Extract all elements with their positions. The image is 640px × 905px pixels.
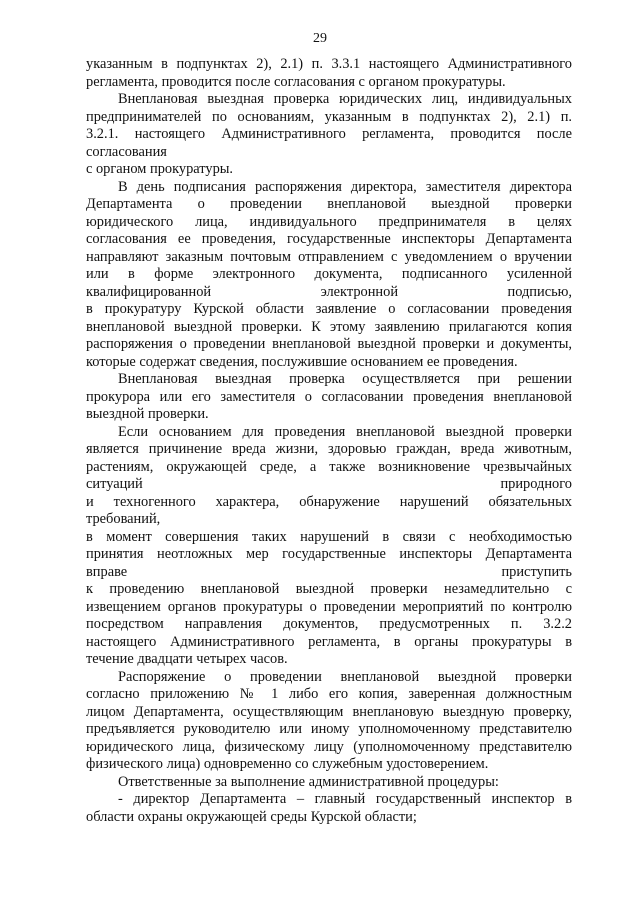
text-line: требований, <box>86 511 161 527</box>
text-line: извещением органов прокуратуры о проведении мероприятий по контролю <box>86 598 572 615</box>
text-line: распоряжения о проведении внеплановой выездной проверки и документы, <box>86 336 572 352</box>
text-line: согласно приложению № 1 либо его копия, заверенная должностным <box>86 686 572 702</box>
text-line: посредством направления документов, предусмотренных п. 3.2.2 <box>86 616 572 632</box>
text-line: направляют заказным почтовым отправлением с уведомлением о вручении <box>86 248 572 265</box>
text-line: с органом прокуратуры. <box>86 161 234 177</box>
text-line: юридического лица, индивидуального предпринимателя в целях <box>86 213 572 230</box>
page-number: 29 <box>313 31 327 46</box>
text-line: В день подписания распоряжения директора, заместителя директора <box>118 178 572 195</box>
text-line: к проведению внеплановой выездной проверки незамедлительно с <box>86 581 572 597</box>
text-line: растениям, окружающей среде, а также возникновение чрезвычайных <box>86 458 572 475</box>
text-line: Ответственные за выполнение административной процедуры: <box>118 773 499 790</box>
text-line: предъявляется руководителю или иному уполномоченному представителю <box>86 721 572 737</box>
text-line: области охраны окружающей среды Курской области; <box>86 808 417 825</box>
text-line: согласования <box>86 143 167 160</box>
text-line: внеплановой выездной проверки. К этому заявлению прилагаются копия <box>86 318 572 335</box>
text-line: прокурора или его заместителя о согласовании проведения внеплановой <box>86 388 572 405</box>
text-line: в момент совершения таких нарушений в связи с необходимостью <box>86 528 572 545</box>
text-line: указанным в подпунктах 2), 2.1) п. 3.3.1 настоящего Административного <box>86 56 572 72</box>
text-line: юридического лица, физическому лицу (уполномоченному представителю <box>86 738 572 755</box>
text-line: и техногенного характера, обнаружение нарушений обязательных <box>86 493 572 510</box>
text-line: 3.2.1. настоящего Административного регламента, проводится после <box>86 126 572 142</box>
text-line: ситуаций природного <box>86 476 572 492</box>
text-line: - директор Департамента – главный государственный инспектор в <box>118 791 572 807</box>
text-line: физического лица) одновременно со служебным удостоверением. <box>86 756 489 772</box>
document-body-text <box>86 56 572 826</box>
text-line: течение двадцати четырех часов. <box>86 651 288 667</box>
text-line: является причинение вреда жизни, здоровью граждан, вреда животным, <box>86 441 572 457</box>
text-line: которые содержат сведения, послужившие основанием ее проведения. <box>86 353 518 370</box>
text-line: Распоряжение о проведении внеплановой выездной проверки <box>118 668 572 685</box>
text-line: предпринимателей по основаниям, указанным в подпунктах 2), 2.1) п. <box>86 108 572 125</box>
text-line: принятия неотложных мер государственные инспекторы Департамента <box>86 546 572 562</box>
text-line: в прокуратуру Курской области заявление о согласовании проведения <box>86 301 572 317</box>
text-line: лицом Департамента, осуществляющим внеплановую выездную проверку, <box>86 703 572 720</box>
text-line: Внеплановая выездная проверка осуществляется при решении <box>118 371 572 387</box>
text-line: выездной проверки. <box>86 406 209 422</box>
text-line: Департамента о проведении внеплановой выездной проверки <box>86 196 572 212</box>
text-line: вправе приступить <box>86 563 572 580</box>
text-line: квалифицированной электронной подписью, <box>86 283 572 300</box>
text-line: Если основанием для проведения внеплановой выездной проверки <box>118 423 572 440</box>
text-line: настоящего Административного регламента, в органы прокуратуры в <box>86 633 572 650</box>
text-line: или в форме электронного документа, подписанного усиленной <box>86 266 572 282</box>
text-line: согласования ее проведения, государственные инспекторы Департамента <box>86 231 572 247</box>
text-line: Внеплановая выездная проверка юридических лиц, индивидуальных <box>118 91 572 107</box>
text-line: регламента, проводится после согласования с органом прокуратуры. <box>86 73 506 90</box>
